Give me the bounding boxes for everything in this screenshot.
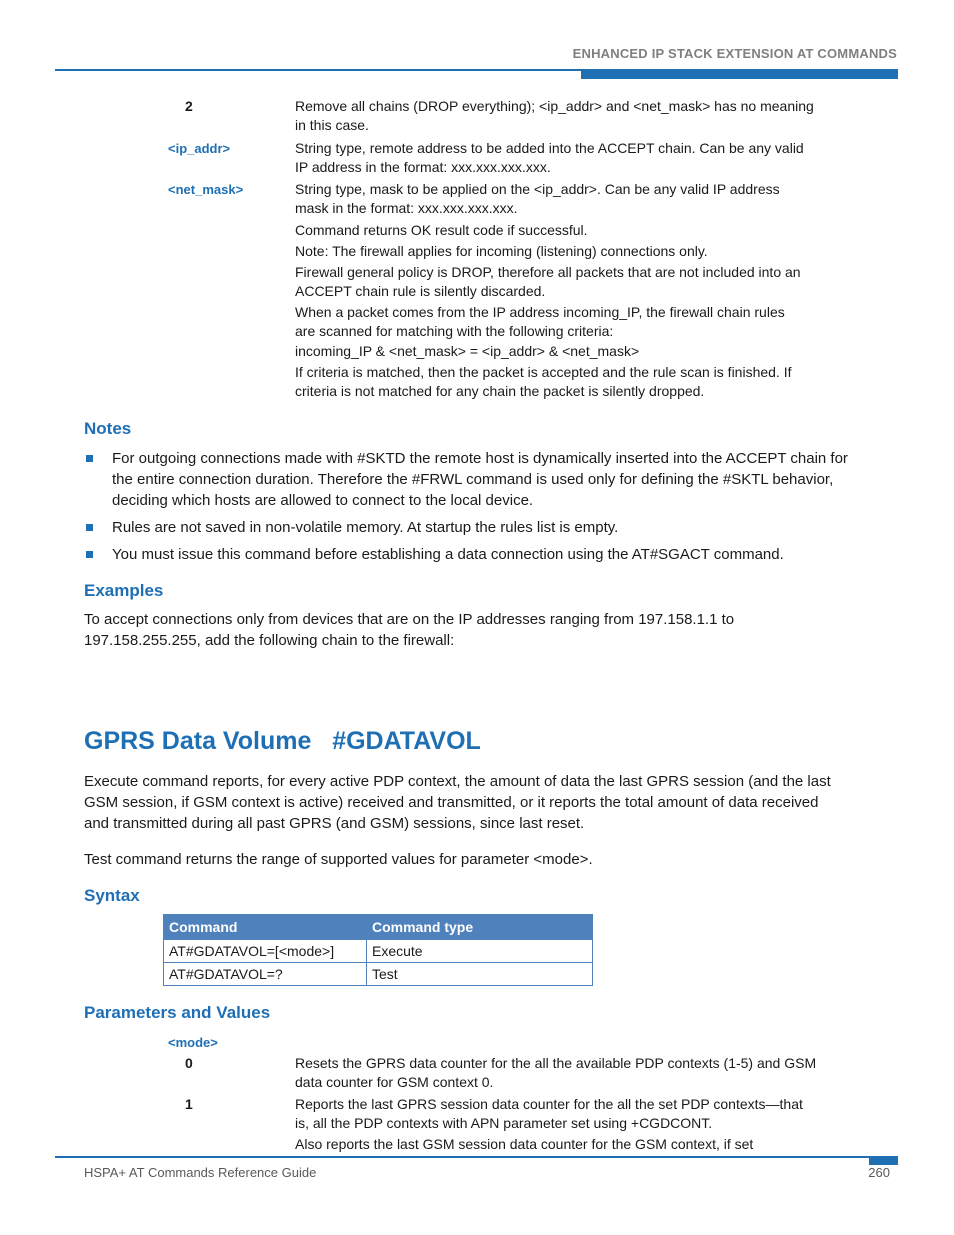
bullet-square-icon <box>86 455 93 462</box>
param-name: <mode> <box>168 1035 218 1050</box>
bullet-square-icon <box>86 524 93 531</box>
bullet-line: deciding which hosts are allowed to connect to the local device. <box>112 492 534 509</box>
syntax-heading: Syntax <box>84 886 140 905</box>
table-row <box>164 963 593 986</box>
note-line: Note: The firewall applies for incoming (listening) connections only. <box>295 243 708 259</box>
param-desc-line: Resets the GPRS data counter for the all the available PDP contexts (1-5) and GSM <box>295 1055 817 1071</box>
footer-rule <box>55 1156 898 1158</box>
frwl-behavior-notes <box>295 221 820 401</box>
note-line: ACCEPT chain rule is silently discarded. <box>295 283 546 299</box>
bullet-square-icon <box>86 551 93 558</box>
note-line: Command returns OK result code if successful. <box>295 222 588 238</box>
note-line: criteria is not matched for any chain the packet is silently dropped. <box>295 383 705 399</box>
param-key: <ip_addr> <box>168 141 231 156</box>
param-desc-line: String type, remote address to be added into the ACCEPT chain. Can be any valid <box>295 140 804 156</box>
bullet-line: Rules are not saved in non-volatile memory. At startup the rules list is empty. <box>112 519 619 536</box>
table-cell: AT#GDATAVOL=[<mode>] <box>164 940 367 963</box>
intro-line: and transmitted during all past GPRS (and GSM) sessions, since last reset. <box>84 815 585 832</box>
page-number: 260 <box>868 1165 890 1180</box>
note-line: Firewall general policy is DROP, therefore all packets that are not included into an <box>295 264 801 280</box>
gdatavol-intro <box>84 771 884 834</box>
param-desc-line: Reports the last GPRS session data counter for the all the set PDP contexts—that <box>295 1096 803 1112</box>
bullet-text <box>112 544 882 565</box>
note-line: If criteria is matched, then the packet is accepted and the rule scan is finished. If <box>295 364 792 380</box>
gdatavol-test-note: Test command returns the range of supported values for parameter <mode>. <box>84 851 593 868</box>
param-desc <box>295 180 820 218</box>
column-header: Command <box>164 915 367 940</box>
notes-heading: Notes <box>84 419 132 438</box>
table-row <box>164 940 593 963</box>
syntax-table <box>163 914 593 986</box>
column-header: Command type <box>367 915 593 940</box>
param-desc-line: IP address in the format: xxx.xxx.xxx.xxx. <box>295 159 551 175</box>
bullet-text <box>112 448 882 511</box>
param-desc <box>295 139 820 177</box>
footer-accent-bar <box>869 1156 898 1165</box>
param-desc-line: data counter for GSM context 0. <box>295 1074 494 1090</box>
param-desc-line: Also reports the last GSM session data counter for the GSM context, if set <box>295 1136 754 1152</box>
param-desc-line: is, all the PDP contexts with APN parameter set using +CGDCONT. <box>295 1115 713 1131</box>
table-header-row <box>164 915 593 940</box>
param-desc <box>295 1095 820 1154</box>
examples-heading: Examples <box>84 581 164 600</box>
intro-line: GSM session, if GSM context is active) received and transmitted, or it reports the total amount of data received <box>84 794 819 811</box>
table-cell: Test <box>367 963 593 986</box>
param-key: 1 <box>185 1096 193 1112</box>
bullet-line: For outgoing connections made with #SKTD the remote host is dynamically inserted into the ACCEPT chain for <box>112 450 848 467</box>
table-cell: Execute <box>367 940 593 963</box>
header-accent-bar <box>581 70 898 79</box>
examples-text <box>84 609 884 651</box>
note-line: When a packet comes from the IP address incoming_IP, the firewall chain rules <box>295 304 785 320</box>
param-desc-line: in this case. <box>295 117 369 133</box>
bullet-text <box>112 517 882 538</box>
section-title: GPRS Data Volume #GDATAVOL <box>84 727 481 755</box>
note-line: are scanned for matching with the following criteria: <box>295 323 614 339</box>
running-header-title: ENHANCED IP STACK EXTENSION AT COMMANDS <box>572 46 897 61</box>
param-key: 0 <box>185 1055 193 1071</box>
examples-line: To accept connections only from devices that are on the IP addresses ranging from 197.158.1.1 to <box>84 611 735 628</box>
bullet-line: the entire connection duration. Therefore the #FRWL command is used only for defining the #SKTL behavior, <box>112 471 834 488</box>
examples-line: 197.158.255.255, add the following chain to the firewall: <box>84 632 455 649</box>
param-desc <box>295 97 820 135</box>
footer-doc-title: HSPA+ AT Commands Reference Guide <box>84 1165 317 1180</box>
param-key: <net_mask> <box>168 182 244 197</box>
bullet-line: You must issue this command before establishing a data connection using the AT#SGACT command. <box>112 546 784 563</box>
intro-line: Execute command reports, for every active PDP context, the amount of data the last GPRS session (and the last <box>84 773 831 790</box>
param-desc-line: String type, mask to be applied on the <ip_addr>. Can be any valid IP address <box>295 181 780 197</box>
param-desc <box>295 1054 820 1092</box>
param-key: 2 <box>185 98 193 114</box>
table-cell: AT#GDATAVOL=? <box>164 963 367 986</box>
param-desc-line: mask in the format: xxx.xxx.xxx.xxx. <box>295 200 518 216</box>
parameters-heading: Parameters and Values <box>84 1003 271 1022</box>
note-line: incoming_IP & <net_mask> = <ip_addr> & <net_mask> <box>295 343 640 359</box>
param-desc-line: Remove all chains (DROP everything); <ip_addr> and <net_mask> has no meaning <box>295 98 814 114</box>
